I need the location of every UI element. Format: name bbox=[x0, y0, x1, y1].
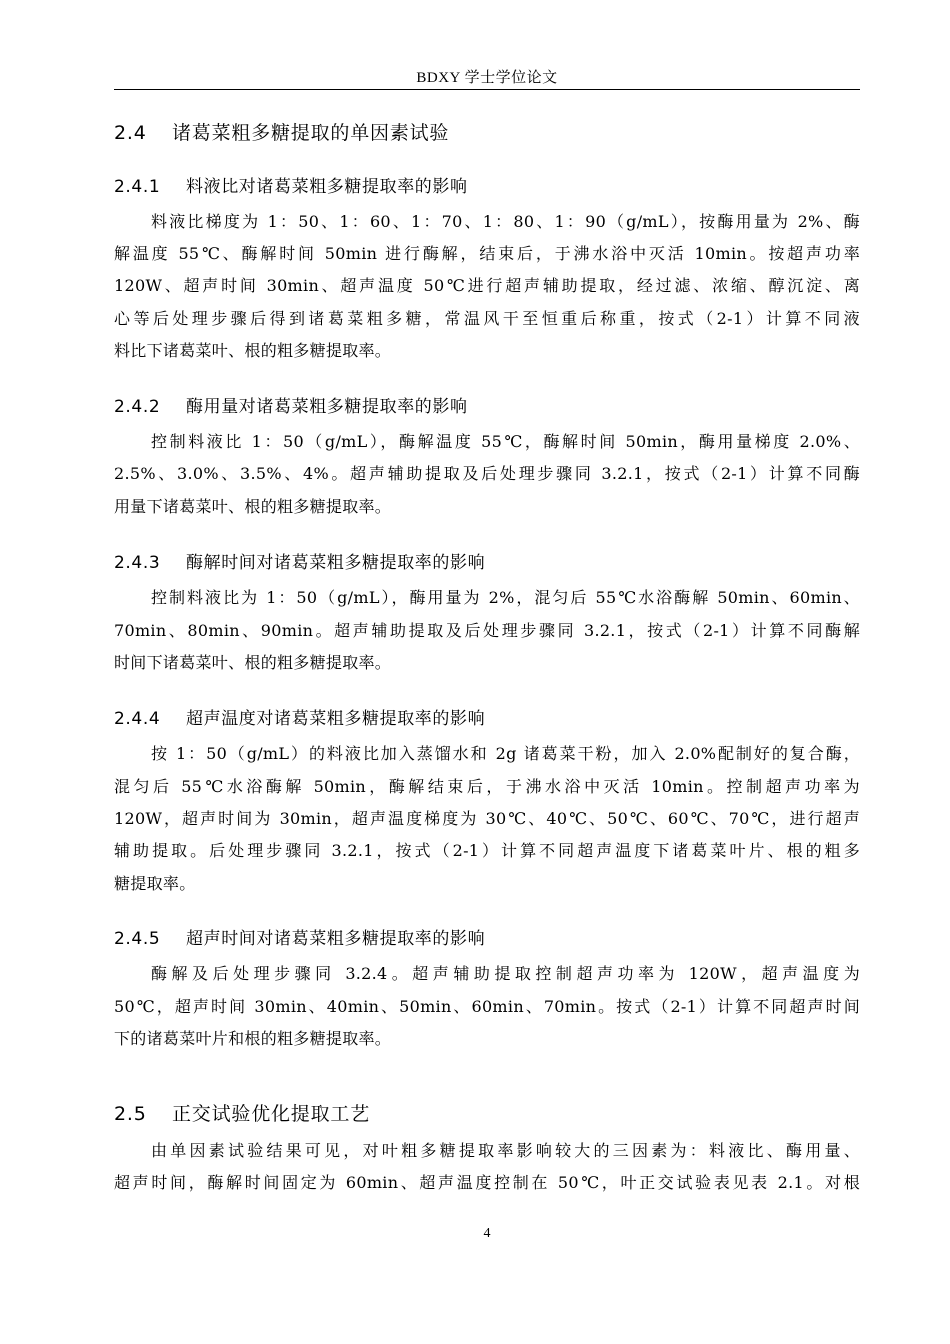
subsection-number: 2.4.3 bbox=[114, 553, 161, 573]
subsection-heading-2-4-4 bbox=[114, 704, 860, 729]
section-number: 2.5 bbox=[114, 1103, 147, 1125]
running-header: BDXY 学士学位论文 bbox=[416, 70, 558, 86]
subsection-title: 酶用量对诸葛菜粗多糖提取率的影响 bbox=[186, 397, 468, 417]
paragraph-line: 70min、80min、90min。超声辅助提取及后处理步骤同 3.2.1，按式（2-1）计算不同酶解 bbox=[114, 621, 860, 640]
paragraph-line: 解温度 55℃、酶解时间 50min 进行酶解，结束后，于沸水浴中灭活 10min。按超声功率 bbox=[114, 244, 860, 263]
paragraph-line: 下的诸葛菜叶片和根的粗多糖提取率。 bbox=[114, 1029, 392, 1048]
page-number: 4 bbox=[483, 1226, 491, 1241]
paragraph-line: 超声时间，酶解时间固定为 60min、超声温度控制在 50℃，叶正交试验表见表 2.1。对根 bbox=[114, 1173, 860, 1192]
paragraph-line: 料液比梯度为 1：50、1：60、1：70、1：80、1：90（g/mL），按酶用量为 2%、酶 bbox=[151, 212, 860, 231]
subsection-number: 2.4.2 bbox=[114, 397, 161, 417]
subsection-heading-2-4-1 bbox=[114, 172, 860, 197]
subsection-heading-2-4-5 bbox=[114, 924, 860, 949]
paragraph-line: 糖提取率。 bbox=[114, 874, 196, 893]
paragraph-line: 控制料液比 1：50（g/mL），酶解温度 55℃，酶解时间 50min，酶用量梯度 2.0%、 bbox=[151, 432, 860, 451]
paragraph-line: 辅助提取。后处理步骤同 3.2.1，按式（2-1）计算不同超声温度下诸葛菜叶片、根的粗多 bbox=[114, 841, 860, 860]
paragraph-line: 混匀后 55℃水浴酶解 50min，酶解结束后，于沸水浴中灭活 10min。控制超声功率为 bbox=[114, 777, 860, 796]
subsection-heading-2-4-3 bbox=[114, 548, 860, 573]
section-heading-2-4 bbox=[114, 118, 860, 145]
paragraph-line: 2.5%、3.0%、3.5%、4%。超声辅助提取及后处理步骤同 3.2.1，按式（2-1）计算不同酶 bbox=[114, 464, 860, 483]
paragraph-line: 控制料液比为 1：50（g/mL），酶用量为 2%，混匀后 55℃水浴酶解 50min、60min、 bbox=[151, 588, 860, 607]
paragraph-line: 时间下诸葛菜叶、根的粗多糖提取率。 bbox=[114, 653, 392, 672]
subsection-number: 2.4.4 bbox=[114, 709, 161, 729]
paragraph-line: 酶解及后处理步骤同 3.2.4。超声辅助提取控制超声功率为 120W，超声温度为 bbox=[151, 964, 860, 983]
subsection-heading-2-4-2 bbox=[114, 392, 860, 417]
subsection-title: 超声温度对诸葛菜粗多糖提取率的影响 bbox=[186, 709, 486, 729]
paragraph-line: 由单因素试验结果可见，对叶粗多糖提取率影响较大的三因素为：料液比、酶用量、 bbox=[151, 1141, 860, 1160]
paragraph-line: 心等后处理步骤后得到诸葛菜粗多糖，常温风干至恒重后称重，按式（2-1）计算不同液 bbox=[114, 309, 860, 328]
section-number: 2.4 bbox=[114, 122, 147, 144]
subsection-number: 2.4.1 bbox=[114, 177, 161, 197]
paragraph-line: 按 1：50（g/mL）的料液比加入蒸馏水和 2g 诸葛菜干粉，加入 2.0%配制好的复合酶， bbox=[151, 744, 860, 763]
paragraph-line: 料比下诸葛菜叶、根的粗多糖提取率。 bbox=[114, 341, 392, 360]
header-rule bbox=[114, 89, 860, 90]
paragraph-line: 120W，超声时间为 30min，超声温度梯度为 30℃、40℃、50℃、60℃、70℃，进行超声 bbox=[114, 809, 860, 828]
section-heading-2-5 bbox=[114, 1099, 860, 1126]
section-title: 正交试验优化提取工艺 bbox=[172, 1103, 371, 1125]
paragraph-line: 50℃，超声时间 30min、40min、50min、60min、70min。按式（2-1）计算不同超声时间 bbox=[114, 997, 860, 1016]
section-title: 诸葛菜粗多糖提取的单因素试验 bbox=[172, 122, 450, 144]
subsection-title: 料液比对诸葛菜粗多糖提取率的影响 bbox=[186, 177, 468, 197]
subsection-title: 酶解时间对诸葛菜粗多糖提取率的影响 bbox=[186, 553, 486, 573]
subsection-number: 2.4.5 bbox=[114, 929, 161, 949]
subsection-title: 超声时间对诸葛菜粗多糖提取率的影响 bbox=[186, 929, 486, 949]
paragraph-line: 用量下诸葛菜叶、根的粗多糖提取率。 bbox=[114, 497, 392, 516]
paragraph-line: 120W、超声时间 30min、超声温度 50℃进行超声辅助提取，经过滤、浓缩、醇沉淀、离 bbox=[114, 276, 860, 295]
